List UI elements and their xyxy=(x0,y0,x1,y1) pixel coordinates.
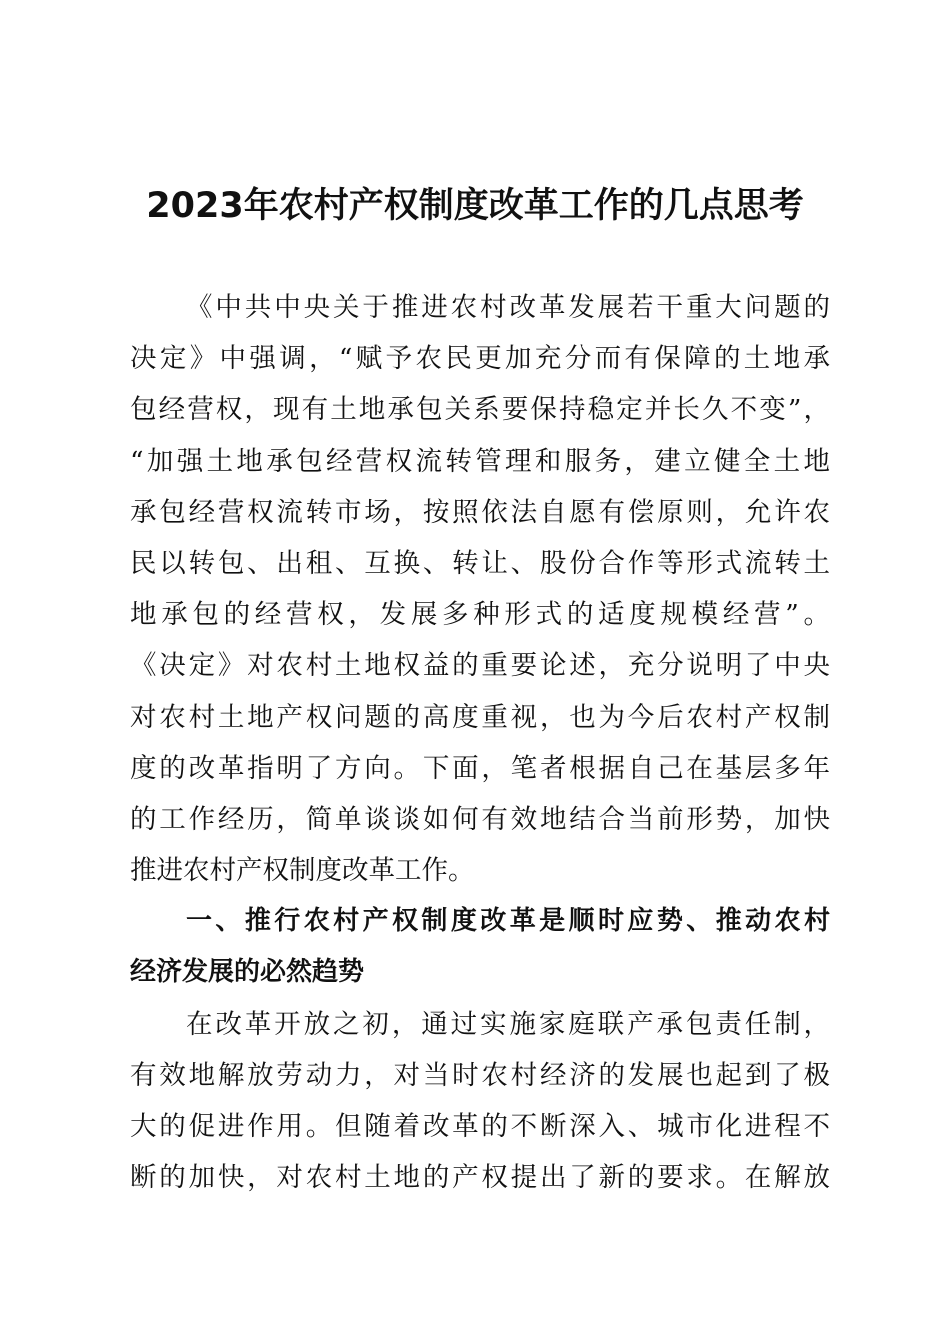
text-line: 对农村土地产权问题的高度重视，也为今后农村产权制 xyxy=(130,701,830,733)
text-line: 民以转包、出租、互换、转让、股份合作等形式流转土 xyxy=(130,547,830,579)
text-line: 推进农村产权制度改革工作。 xyxy=(130,855,475,887)
text-line: 度的改革指明了方向。下面，笔者根据自己在基层多年 xyxy=(130,752,830,784)
paragraph-section-one xyxy=(130,999,830,1204)
text-line: 《决定》对农村土地权益的重要论述，充分说明了中央 xyxy=(130,650,830,682)
section-heading xyxy=(130,896,830,998)
document-body xyxy=(130,282,830,1203)
text-line: 在改革开放之初，通过实施家庭联产承包责任制， xyxy=(186,1008,830,1040)
text-line: 断的加快，对农村土地的产权提出了新的要求。在解放 xyxy=(130,1162,830,1194)
heading-line: 经济发展的必然趋势 xyxy=(130,957,365,988)
text-line: 包经营权，现有土地承包关系要保持稳定并长久不变”， xyxy=(130,394,830,426)
text-line: 大的促进作用。但随着改革的不断深入、城市化进程不 xyxy=(130,1111,830,1142)
text-line: 决定》中强调，“赋予农民更加充分而有保障的土地承 xyxy=(130,343,830,375)
text-line: 有效地解放劳动力，对当时农村经济的发展也起到了极 xyxy=(130,1059,830,1091)
text-line: 承包经营权流转市场，按照依法自愿有偿原则，允许农 xyxy=(130,496,830,528)
heading-line: 一、推行农村产权制度改革是顺时应势、推动农村 xyxy=(186,906,830,937)
text-line: “加强土地承包经营权流转管理和服务，建立健全土地 xyxy=(130,445,830,477)
paragraph-intro xyxy=(130,282,830,896)
document-title: 2023年农村产权制度改革工作的几点思考 xyxy=(146,186,804,226)
text-line: 《中共中央关于推进农村改革发展若干重大问题的 xyxy=(186,292,830,323)
text-line: 的工作经历，简单谈谈如何有效地结合当前形势，加快 xyxy=(130,803,830,835)
text-line: 地承包的经营权，发展多种形式的适度规模经营”。 xyxy=(130,599,830,631)
